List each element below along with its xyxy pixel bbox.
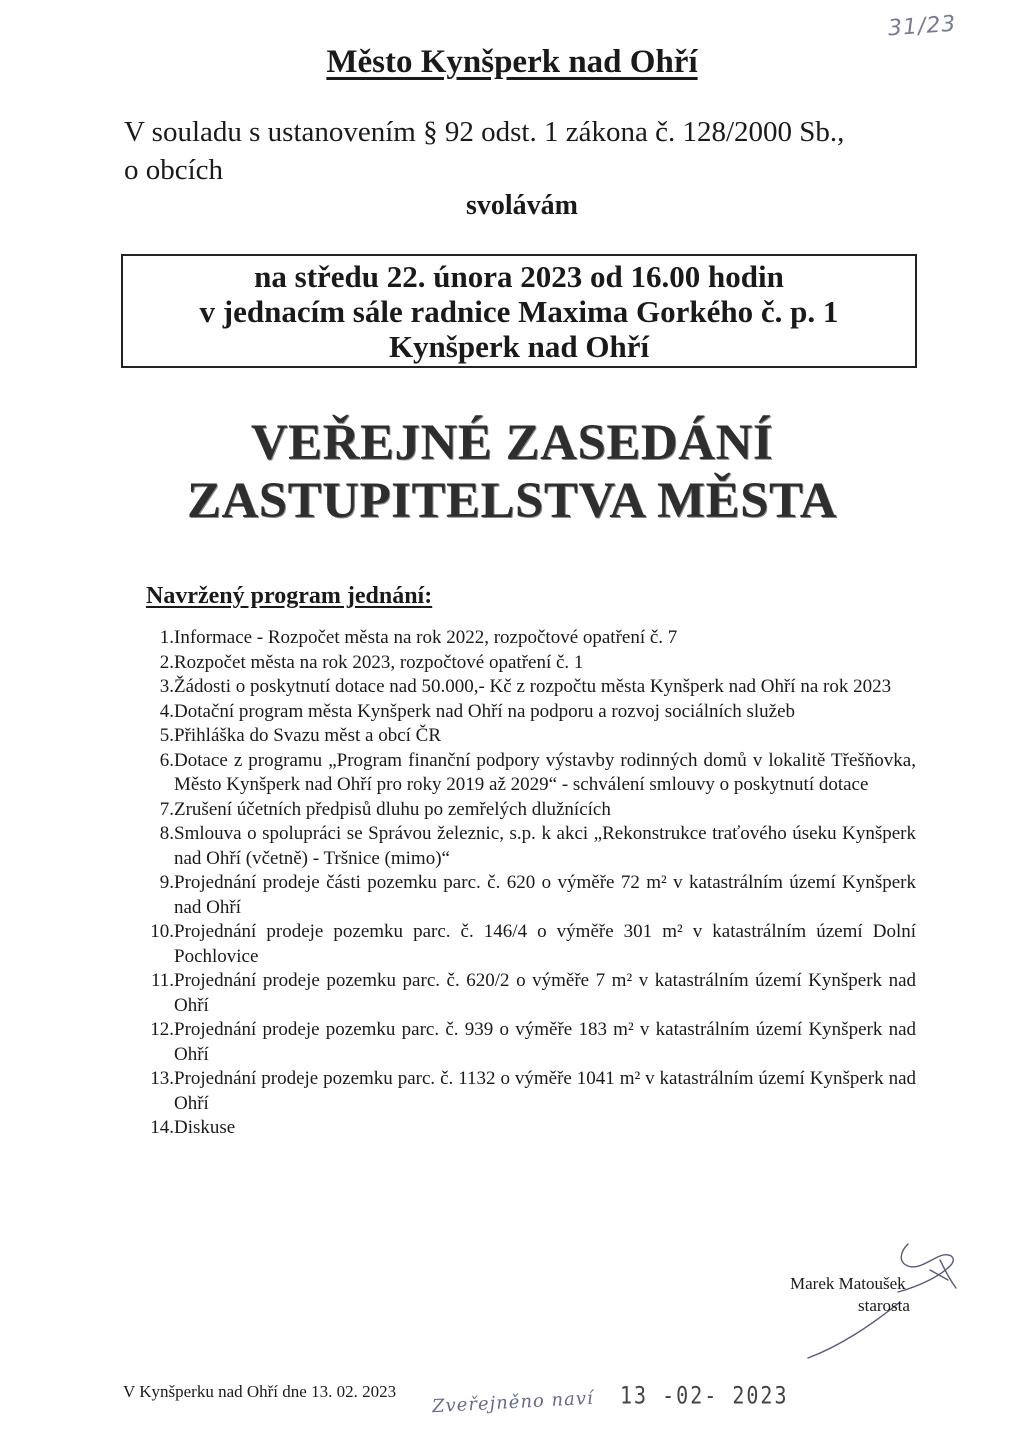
agenda-item [136, 626, 916, 651]
summon-word: svolávám [466, 190, 578, 221]
agenda-item [136, 798, 916, 823]
agenda-item-text: Smlouva o spolupráci se Správou železnic, s.p. k akci „Rekonstrukce traťového úseku Kynšperk nad Ohří (včetně) - Tršnice (mimo)“ [174, 823, 916, 869]
handwritten-signature-icon [780, 1230, 980, 1360]
agenda-item-text: Informace - Rozpočet města na rok 2022, rozpočtové opatření č. 7 [174, 627, 678, 648]
intro-line: V souladu s ustanovením § 92 odst. 1 zákona č. 128/2000 Sb., [124, 116, 845, 148]
agenda-item-text: Žádosti o poskytnutí dotace nad 50.000,- Kč z rozpočtu města Kynšperk nad Ohří na rok 2023 [174, 676, 892, 697]
agenda-item-text: Dotační program města Kynšperk nad Ohří na podporu a rozvoj sociálních služeb [174, 700, 796, 722]
agenda-item-number: 13. [150, 1068, 174, 1089]
agenda-item [136, 969, 916, 1018]
agenda-item [136, 749, 916, 798]
agenda-item-number: 6. [159, 749, 174, 771]
agenda-item-text: Projednání prodeje pozemku parc. č. 146/4 o výměře 301 m² v katastrálním území Dolní Pochlovice [174, 921, 916, 967]
agenda-item [136, 1067, 916, 1116]
agenda-item-text: Dotace z programu „Program finanční podpory výstavby rodinných domů v lokalitě Třešňovka, Město Kynšperk nad Ohří pro roky 2019 až 2029“ - schválení smlouvy o poskytnutí dotace [174, 749, 916, 795]
issue-date-line: V Kynšperku nad Ohří dne 13. 02. 2023 [123, 1382, 397, 1401]
meeting-info-box [121, 254, 917, 368]
agenda-item-text: Zrušení účetních předpisů dluhu po zemřelých dlužnících [174, 798, 611, 820]
agenda-item [136, 871, 916, 920]
agenda-item-number: 10. [150, 921, 174, 942]
signer-name: Marek Matoušek [790, 1274, 906, 1293]
agenda-item-number: 12. [150, 1019, 174, 1040]
agenda-item-number: 1. [159, 627, 174, 648]
meeting-town-line: Kynšperk nad Ohří [388, 329, 650, 364]
headline [0, 414, 1024, 530]
agenda-item-text: Projednání prodeje pozemku parc. č. 939 o výměře 183 m² v katastrálním území Kynšperk nad Ohří [174, 1019, 916, 1065]
corner-handwritten-note: 31/23 [886, 11, 957, 42]
agenda-item-number: 8. [159, 823, 174, 844]
agenda-item [136, 920, 916, 969]
agenda-item-number: 11. [150, 970, 174, 991]
agenda-item-text: Diskuse [174, 1117, 236, 1138]
posting-date-stamp: 13 -02- 2023 [620, 1380, 789, 1410]
agenda-item [136, 651, 916, 676]
agenda-item-text: Projednání prodeje pozemku parc. č. 1132 o výměře 1041 m² v katastrálním území Kynšperk nad Ohří [174, 1068, 916, 1114]
signature-block [780, 1230, 980, 1360]
program-heading: Navržený program jednání: [146, 583, 433, 609]
agenda-item-number: 4. [159, 700, 174, 722]
agenda-item-number: 9. [159, 872, 174, 893]
agenda-item-number: 5. [159, 725, 174, 746]
agenda-item [136, 724, 916, 749]
agenda-item-text: Projednání prodeje pozemku parc. č. 620/2 o výměře 7 m² v katastrálním území Kynšperk nad Ohří [174, 970, 916, 1016]
agenda-item [136, 675, 916, 700]
agenda-item-number: 14. [150, 1117, 174, 1138]
agenda-item-number: 2. [159, 651, 174, 673]
agenda-list [136, 626, 916, 1141]
document-title: Město Kynšperk nad Ohří [326, 44, 698, 80]
posted-handwritten-note: Zveřejněno naví [431, 1387, 595, 1418]
headline-line: ZASTUPITELSTVA MĚSTA [186, 473, 838, 529]
agenda-item-text: Rozpočet města na rok 2023, rozpočtové opatření č. 1 [174, 651, 584, 673]
agenda-item [136, 700, 916, 725]
meeting-place-line: v jednacím sále radnice Maxima Gorkého č. p. 1 [199, 294, 839, 329]
agenda-item [136, 1116, 916, 1141]
headline-line: VEŘEJNÉ ZASEDÁNÍ [250, 415, 774, 471]
signer-role: starosta [858, 1296, 910, 1315]
agenda-item-number: 3. [159, 676, 174, 697]
agenda-item-text: Přihláška do Svazu měst a obcí ČR [174, 725, 442, 746]
agenda-item-number: 7. [159, 798, 174, 820]
agenda-item [136, 822, 916, 871]
agenda-item [136, 1018, 916, 1067]
intro-paragraph [124, 113, 924, 189]
meeting-date-line: na středu 22. února 2023 od 16.00 hodin [254, 259, 784, 294]
agenda-item-text: Projednání prodeje části pozemku parc. č. 620 o výměře 72 m² v katastrálním území Kynšperk nad Ohří [174, 872, 916, 918]
intro-line: o obcích [124, 154, 224, 186]
